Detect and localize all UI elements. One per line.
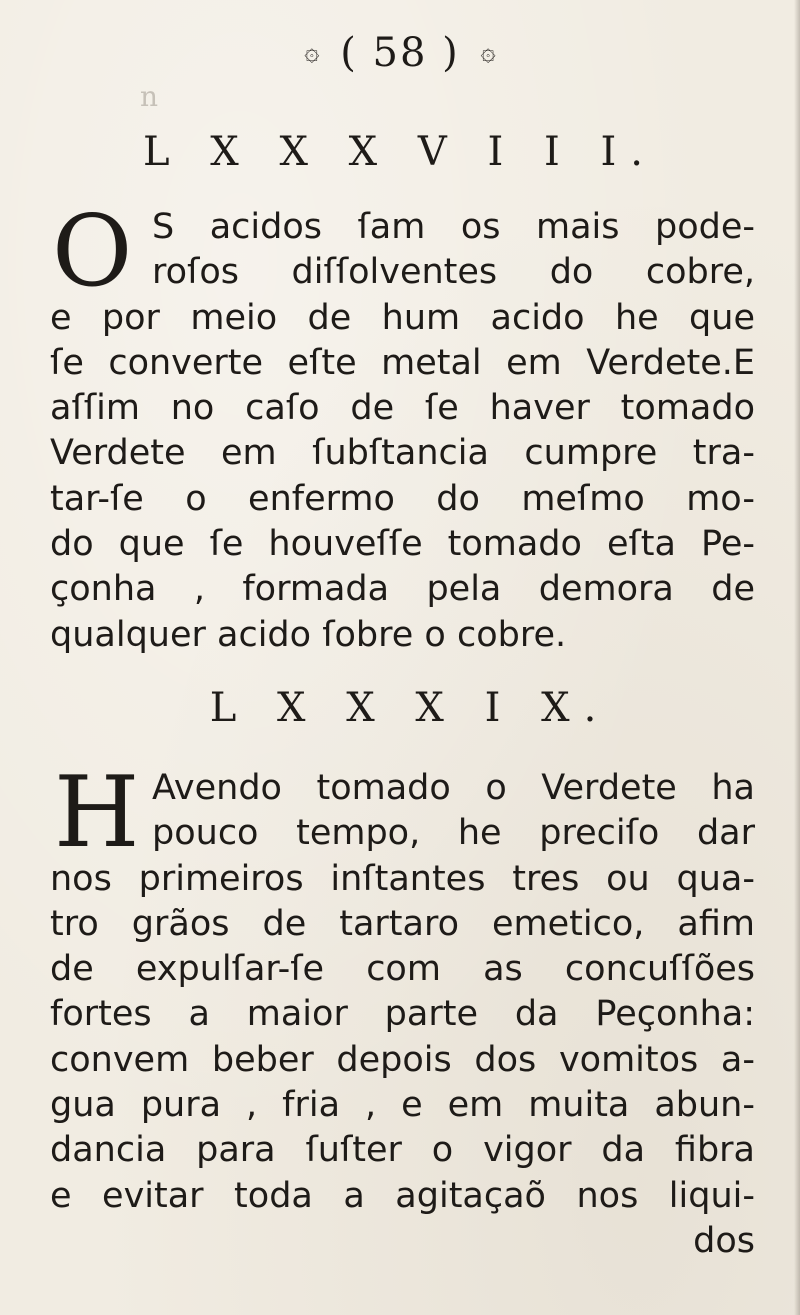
text-line: de expulſar-ſe com as concuſſões (50, 949, 755, 990)
text-line: e evitar toda a agitaçaõ nos liqui- (50, 1175, 755, 1216)
drop-cap: O (52, 195, 133, 309)
text-line: çonha , formada pela demora de (50, 569, 755, 610)
text-line: aſſim no caſo de ſe haver tomado (50, 388, 755, 429)
text-line: tro grãos de tartaro emetico, afim (50, 903, 755, 944)
bleed-through-text: n (140, 80, 160, 113)
section-heading-lxxxviii: L X X X V I I I. (143, 129, 657, 175)
text-line: Verdete em ſubſtancia cumpre tra- (50, 433, 755, 474)
text-line: fortes a maior parte da Peçonha: (50, 994, 755, 1035)
text-line: e por meio de hum acido he que (50, 297, 755, 338)
text-line: do que ſe houveſſe tomado eſta Pe- (50, 524, 755, 565)
drop-cap: H (54, 756, 140, 870)
text-line: pouco tempo, he preciſo dar (152, 813, 755, 854)
page-number: ( 58 ) (340, 30, 460, 76)
text-line: dos (693, 1220, 755, 1261)
text-line: roſos diſſolventes do cobre, (152, 252, 755, 293)
text-line: S acidos ſam os mais pode- (152, 207, 755, 247)
ornament-right: ۞ (480, 37, 496, 67)
section-heading-lxxxix: L X X X I X. (209, 685, 611, 731)
text-line: tar-ſe o enfermo do meſmo mo- (50, 478, 755, 519)
text-line: ſe converte eſte metal em Verdete.E (50, 342, 755, 383)
page-edge-shadow (794, 0, 800, 1315)
text-line: qualquer acido ſobre o cobre. (50, 614, 567, 655)
text-line: Avendo tomado o Verdete ha (152, 768, 755, 808)
text-line: convem beber depois dos vomitos a- (50, 1039, 755, 1080)
paragraph-lxxxix (50, 756, 755, 1264)
paragraph-lxxxviii (50, 195, 755, 658)
page-header (0, 28, 800, 77)
text-line: dancia para ſuſter o vigor da fibra (50, 1130, 755, 1171)
ornament-left: ۞ (304, 37, 320, 67)
text-line: nos primeiros inſtantes tres ou qua- (50, 858, 755, 899)
text-line: gua pura , fria , e em muita abun- (50, 1085, 755, 1126)
